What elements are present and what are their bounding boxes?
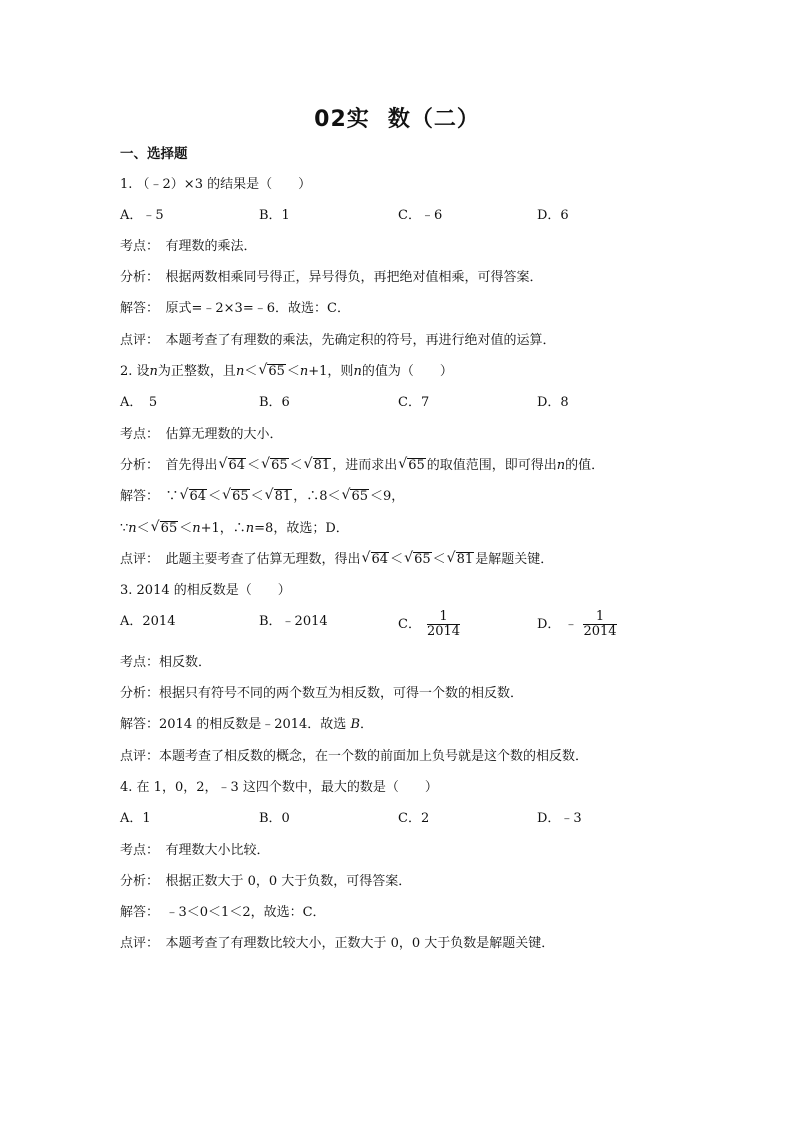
option-a: A．﹣5 — [120, 208, 164, 223]
sqrt-64: √ 64 — [361, 550, 389, 567]
question-2-dianping: 点评： 此题主要考查了估算无理数，得出 √ 64 ＜ √ 65 ＜ √ 81 是解题关键． — [120, 550, 554, 567]
question-2-fenxi: 分析： 首先得出 √ 64 ＜ √ 65 ＜ √ 81 ，进而求出 √ 65 的取值范围，即可得出n的值． — [120, 456, 605, 473]
sqrt-64: √ 64 — [218, 456, 246, 473]
sqrt-81: √ 81 — [264, 487, 292, 504]
question-1-options — [120, 208, 680, 228]
question-3-options — [120, 609, 680, 646]
option-c: C．﹣6 — [398, 208, 443, 223]
title-word-2: 数（二） — [387, 107, 480, 132]
option-a: A． 5 — [120, 395, 158, 410]
question-2-jieda-1: 解答： ∵ √ 64 ＜ √ 65 ＜ √ 81 ，∴8＜ √ 65 ＜9， — [120, 487, 405, 504]
question-2-kaodian: 考点： 估算无理数的大小． — [120, 427, 283, 442]
option-b: B．﹣2014 — [259, 614, 328, 629]
sqrt-65: √ 65 — [222, 487, 249, 504]
question-1-stem: 1. （﹣2）×3 的结果是（ ） — [120, 177, 312, 192]
option-c: C．7 — [398, 395, 430, 410]
sqrt-65: √ 65 — [341, 487, 369, 504]
option-d: D．8 — [537, 395, 569, 410]
question-2-stem: 2. 设n为正整数，且n＜ √ 65 ＜n+1，则n的值为（ ） — [120, 362, 453, 379]
fraction-1-over-2014: $\frac{1}{2014}$ — [583, 609, 617, 639]
option-d: D．﹣3 — [537, 811, 582, 826]
question-4-kaodian: 考点： 有理数大小比较． — [120, 843, 270, 858]
option-d: D． ﹣ $\frac{1}{2014}$ — [537, 609, 617, 639]
option-b: B．6 — [259, 395, 290, 410]
option-c: C．2 — [398, 811, 430, 826]
question-1-fenxi: 分析： 根据两数相乘同号得正，异号得负，再把绝对值相乘，可得答案． — [120, 270, 543, 285]
section-heading: 一、选择题 — [120, 146, 188, 162]
option-b: B．1 — [259, 208, 290, 223]
question-3-stem: 3. 2014 的相反数是（ ） — [120, 583, 291, 598]
question-3-dianping: 点评：本题考查了相反数的概念，在一个数的前面加上负号就是这个数的相反数． — [120, 749, 589, 764]
question-4-options — [120, 811, 680, 831]
question-1-jieda: 解答： 原式=﹣2×3=﹣6．故选：C． — [120, 301, 350, 316]
question-2-options — [120, 395, 680, 415]
sqrt-65: √ 65 — [258, 362, 285, 379]
option-c: C． $\frac{1}{2014}$ — [398, 609, 461, 639]
question-3-fenxi: 分析：根据只有符号不同的两个数互为相反数，可得一个数的相反数． — [120, 686, 524, 701]
question-4-jieda: 解答： ﹣3＜0＜1＜2，故选：C． — [120, 905, 326, 920]
question-1-kaodian: 考点： 有理数的乘法． — [120, 239, 257, 254]
sqrt-65: √ 65 — [261, 456, 288, 473]
question-2-jieda-2: ∵n＜ √ 65 ＜n+1，∴n=8，故选；D． — [120, 519, 349, 536]
question-4-fenxi: 分析： 根据正数大于 0，0 大于负数，可得答案． — [120, 874, 412, 889]
option-a: A．2014 — [120, 614, 176, 629]
fraction-1-over-2014: $\frac{1}{2014}$ — [426, 609, 461, 639]
question-4-dianping: 点评： 本题考查了有理数比较大小，正数大于 0，0 大于负数是解题关键． — [120, 936, 555, 951]
sqrt-65: √ 65 — [150, 519, 178, 536]
sqrt-81: √ 81 — [303, 456, 331, 473]
option-a: A．1 — [120, 811, 151, 826]
option-d: D．6 — [537, 208, 569, 223]
title-code: 02 — [314, 107, 347, 132]
question-3-jieda: 解答：2014 的相反数是﹣2014．故选 B． — [120, 717, 374, 732]
question-3-kaodian: 考点：相反数． — [120, 655, 212, 670]
sqrt-64: √ 64 — [179, 487, 207, 504]
sqrt-65: √ 65 — [404, 550, 431, 567]
option-b: B．0 — [259, 811, 290, 826]
sqrt-81: √ 81 — [446, 550, 474, 567]
page-title — [0, 102, 794, 133]
title-word-1: 实 — [346, 107, 370, 132]
question-4-stem: 4. 在 1，0，2，﹣3 这四个数中，最大的数是（ ） — [120, 780, 438, 795]
sqrt-65: √ 65 — [398, 456, 425, 473]
question-1-dianping: 点评： 本题考查了有理数的乘法，先确定积的符号，再进行绝对值的运算． — [120, 333, 556, 348]
